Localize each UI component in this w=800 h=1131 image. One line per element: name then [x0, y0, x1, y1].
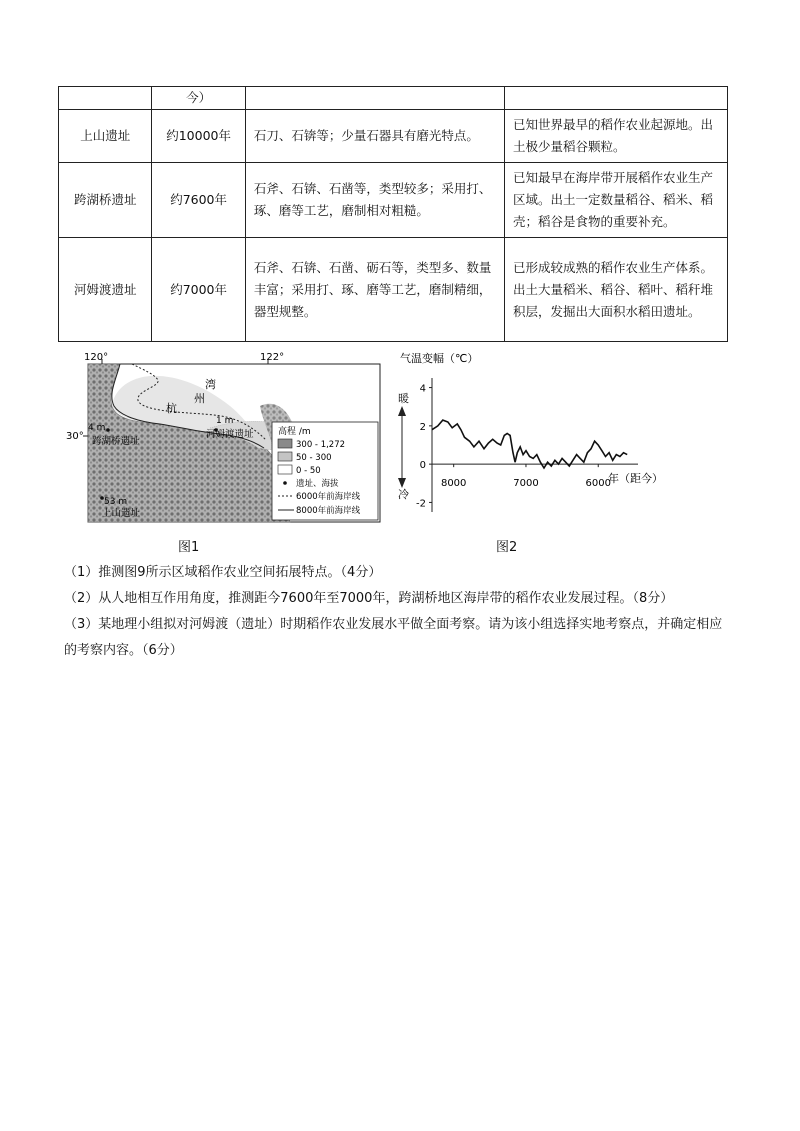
legend-swatch-mid [278, 452, 292, 461]
site-name-cell [59, 87, 152, 110]
stone-tools-cell [245, 87, 504, 110]
y-tick-label: 4 [419, 383, 426, 395]
bay-label-2: 州 [194, 392, 205, 405]
figure-2-caption: 图2 [496, 540, 518, 555]
table-row [59, 163, 728, 238]
legend-item: 50 - 300 [296, 453, 332, 463]
legend-swatch-high [278, 439, 292, 448]
shangshan-label: 上山遗址 [102, 508, 141, 519]
legend-site-marker [283, 481, 287, 485]
site-age-cell: 约7000年 [152, 238, 245, 342]
bay-label: 湾 [205, 378, 216, 391]
x-tick-label: 8000 [440, 478, 467, 490]
y-tick-label: 0 [419, 460, 426, 472]
x-tick-label: 6000 [585, 478, 611, 490]
lon-label-122: 122° [260, 352, 285, 363]
chart-ylabel: 气温变幅（℃） [400, 352, 479, 365]
chart-axes [429, 378, 638, 512]
legend-item: 300 - 1,272 [296, 440, 346, 450]
temperature-series-line [432, 420, 627, 468]
table-row [59, 87, 728, 110]
legend-item: 0 - 50 [296, 466, 321, 476]
site-age-cell: 今） [152, 87, 245, 110]
x-tick-label: 7000 [513, 478, 539, 490]
question-3: （3）某地理小组拟对河姆渡（遗址）时期稻作农业发展水平做全面考察。请为该小组选择实地考察点，并确定相应的考察内容。（6分） [64, 617, 723, 658]
site-name-cell: 跨湖桥遗址 [59, 163, 152, 238]
hemudu-label: 河姆渡遗址 [206, 429, 254, 440]
hemudu-elevation: 1 m [216, 416, 234, 426]
kuahuqiao-label: 跨湖桥遗址 [92, 436, 140, 447]
kuahuqiao-site-marker [106, 428, 110, 432]
site-name-cell: 上山遗址 [59, 110, 152, 163]
rice-farming-cell [504, 87, 727, 110]
legend-title: 高程 /m [278, 427, 311, 437]
questions-block [64, 560, 734, 664]
hangzhou-label: 杭 [166, 402, 177, 415]
rice-farming-cell: 已知最早在海岸带开展稻作农业生产区域。出土一定数量稻谷、稻米、稻壳；稻谷是食物的重要补充。 [504, 163, 727, 238]
site-age-cell: 约10000年 [152, 110, 245, 163]
site-age-cell: 约7600年 [152, 163, 245, 238]
stone-tools-cell: 石斧、石锛、石凿、砺石等，类型多、数量丰富；采用打、琢、磨等工艺，磨制精细，器型规整。 [245, 238, 504, 342]
stone-tools-cell: 石刀、石锛等；少量石器具有磨光特点。 [245, 110, 504, 163]
temperature-chart [392, 350, 682, 530]
lat-label-30: 30° [66, 431, 84, 442]
rice-farming-cell: 已形成较成熟的稻作农业生产体系。出土大量稻米、稻谷、稻叶、稻秆堆积层，发掘出大面积水稻田遗址。 [504, 238, 727, 342]
chart-tick-labels [416, 384, 611, 510]
archaeological-sites-table [58, 86, 728, 342]
y-tick-label: -2 [416, 498, 426, 510]
legend-swatch-low [278, 465, 292, 474]
cold-arrowhead [398, 478, 406, 488]
warm-label: 暖 [398, 392, 409, 405]
warm-arrowhead [398, 406, 406, 416]
figure-1-caption: 图1 [178, 540, 200, 555]
kuahuqiao-elevation: 4 m [88, 423, 106, 433]
table-row [59, 238, 728, 342]
lon-label-120: 120° [84, 352, 109, 363]
legend-item: 8000年前海岸线 [296, 506, 361, 516]
table-row [59, 110, 728, 163]
cold-label: 冷 [398, 488, 409, 501]
question-2: （2）从人地相互作用角度，推测距今7600年至7000年，跨湖桥地区海岸带的稻作农业发展过程。（8分） [64, 591, 674, 606]
coastline-map [66, 350, 380, 530]
legend-item: 6000年前海岸线 [296, 492, 361, 502]
site-name-cell: 河姆渡遗址 [59, 238, 152, 342]
map-legend [272, 422, 378, 520]
shangshan-elevation: 53 m [104, 497, 128, 507]
chart-xlabel: 年（距今） [608, 472, 663, 485]
legend-item: 遗址、海拔 [296, 479, 339, 489]
rice-farming-cell: 已知世界最早的稻作农业起源地。出土极少量稻谷颗粒。 [504, 110, 727, 163]
question-1: （1）推测图9所示区域稻作农业空间拓展特点。（4分） [64, 565, 382, 580]
y-tick-label: 2 [419, 421, 426, 433]
stone-tools-cell: 石斧、石锛、石凿等，类型较多；采用打、琢、磨等工艺，磨制相对粗糙。 [245, 163, 504, 238]
